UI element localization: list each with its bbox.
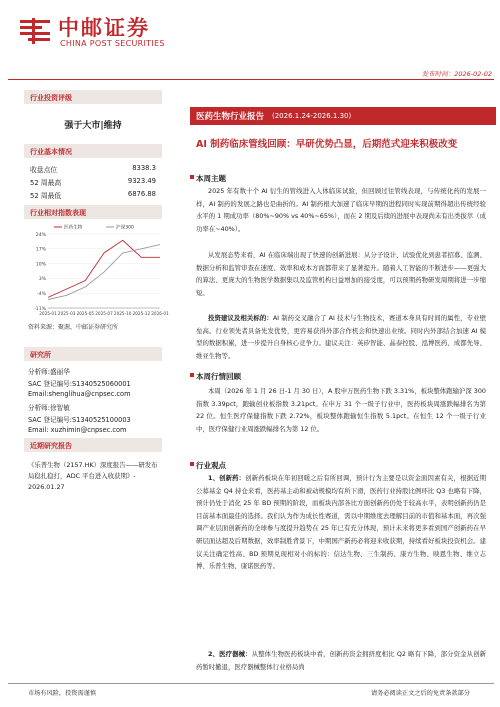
chart-x-tick-label: 2025-03: [57, 311, 76, 316]
analyst-email[interactable]: Email:shenglihua@cnpsec.com: [28, 390, 131, 398]
chart-y-tick-label: 24%: [35, 232, 46, 238]
banner-title: 医药生物行业报告: [196, 112, 265, 122]
footer-disclaimer: 请务必阅读正文之后的免责条款部分: [371, 690, 470, 697]
banner-date: (2026.1.24-2026.1.30): [272, 112, 352, 120]
report-title: AI 制药临床管线回顾：早研优势凸显，后期范式迎来积极改变: [196, 139, 458, 150]
chart-x-tick-label: 2025-12: [132, 311, 151, 316]
chart-x-tick-label: 2025-10: [113, 311, 132, 316]
relative-index-chart: [26, 222, 169, 320]
paragraph-theme-2: 从发展态势来看，AI 在临床端出现了快速的创新进展：从分子设计、试验优化到患者招募、监测、数据分析和监管审查在速度、效率和成本方面都带来了显著提升。随着人工智能的不断进步——更强大的算法、更庞大的生物医学数据集以及监管机构日益增加的接受度，可以预期药物研发周期将进一步缩短。: [196, 251, 486, 297]
basics-section-header: 行业基本情况: [24, 144, 162, 158]
recent-report-link[interactable]: 《乐普生物（2157.HK）深度报告——研发布局稳扎稳打，ADC 平台进入收获期》- 2026.01.27: [28, 461, 158, 491]
investment-lead: 投资建议及相关标的：: [208, 314, 273, 322]
analyst-line: SAC 登记编号:S1340525060001: [28, 380, 131, 388]
basics-label: 收盘点位: [30, 166, 58, 174]
chart-y-tick-label: 3%: [38, 277, 46, 283]
research-section-header: 研究所: [24, 347, 162, 361]
analyst-line: SAC 登记编号:S1340525100003: [28, 416, 131, 424]
devices-lead: 2、医疗器械：: [208, 650, 252, 658]
china-post-logo-icon: [18, 16, 52, 46]
investment-text: AI 制药交叉融合了 AI 技术与生物技术，赛道本身具有时间的属性，专业壁垒高。行业领先者具备先发优势，更容易获得外部合作机会和快速出业绩。同时内外部结合加速 AI 模型的数据积累，进一步提升自身核心竞争力。建议关注：英矽智能、晶泰控股、泓博医药、成都先导、维亚生物等。: [196, 314, 487, 360]
footer-risk-note: 市场有风险，投资需谨慎: [28, 690, 97, 697]
analyst-line: 分析师:徐智敏: [28, 404, 70, 412]
header-divider: [8, 79, 494, 80]
innovative-drugs-lead: 1、创新药：: [208, 474, 246, 482]
chart-x-tick-label: 2025-05: [76, 311, 95, 316]
paragraph-market: 本周（2026 年 1 月 26 日-1 月 30 日），A 股申万医药生物下跌 3.31%，板块整体跑输沪深 300 指数 3.39pct，跑输创业板指数 3.21pct。在申万 31 个一级子行业中，医药板块周涨跌幅排名为第 22 位。恒生医疗保健指数下跌 2.72%，板块整体跑输恒生指数 5.1pct。在恒生 12 个一级子行业中，医疗保健行业周涨跌幅排名为第 12 位。: [196, 387, 486, 433]
basics-label: 52 周最高: [30, 179, 62, 187]
basics-row: [30, 177, 156, 187]
section-heading-views: 行业观点: [196, 461, 226, 470]
logo-english-name: CHINA POST SECURITIES: [60, 39, 165, 48]
basics-row: [30, 190, 156, 200]
chart-legend-label: 医药生物: [64, 225, 83, 231]
chart-x-tick-label: 2025-07: [95, 311, 113, 316]
section-heading-theme: 本周主题: [196, 174, 226, 183]
section-heading-market: 本周行情回顾: [196, 372, 241, 381]
paragraph-investment: [196, 312, 486, 362]
basics-value: 9323.49: [127, 177, 156, 185]
devices-text: 从整体生物医药板块中看，创新药资金拥挤度相比 Q2 略有下降，部分资金从创新药暂时撤退，医疗器械整体行业格局尚: [196, 650, 486, 671]
industry-rating: 强于大市|维持: [64, 121, 122, 131]
innovative-drugs-text: 创新药板块在年初回暖之后有所回调，预计行为主要是以资金面因素有关，根据近期公募基金 Q4 持仓来看，医药基主动和被动规模均有所下滑，医药行业持股比例环比 Q3 也略有下降，预计仍处于消化 25 年 BD 预期的阶段，而板块内部各比方面创新药仍处于较高水平，表明创新药仍是目前基本面最佳的选择。我们认为作为成长性赛道，需以中期维度去理解目前的市值和基本面，再次强调产业层面创新药的全球参与度提升趋势在 25 年已有充分体现，预计未来将更多看到国产创新药在早研层面达超及后期数据，效率制胜背景下，中期国产新药必将迎来收获期，持续看好板块投资机会。建议关注确定性高、BD 预期兑现相对小的标的：信达生物、三生制药、康方生物、映恩生物、维立志博、乐普生物、康诺医药等。: [196, 474, 486, 571]
chart-y-tick-label: -4%: [37, 292, 46, 297]
analyst-line: 分析师:盛丽华: [28, 368, 70, 376]
basics-row: [30, 164, 156, 174]
analyst-email[interactable]: Email: xuzhimin@cnpsec.com: [28, 426, 127, 434]
paragraph-innovative-drugs: [196, 472, 486, 573]
recent-section-header: 近期研究报告: [24, 438, 162, 452]
chart-x-tick-label: 2025-01: [39, 311, 57, 316]
paragraph-theme-1: 2025 年有数十个 AI 衍生的管线进入人体临床试验，但回顾过往管线表现，与传统化药的发展一样，AI 制药的发展之路也是曲折的。AI 制药根大加速了临床早期的进程同时实现前期得超出传统经验水平的 1 期成功率（80%~90% vs 40%~65%），而在 2 期及后续的进展中表现尚未有出类拔萃（成功率在~40%）。: [196, 187, 486, 233]
basics-value: 8338.3: [132, 164, 156, 172]
chart-x-tick-label: 2026-01: [151, 311, 169, 316]
chart-legend-label: 沪深300: [116, 225, 134, 231]
rating-section-header: 行业投资评级: [24, 90, 162, 104]
footer-divider: [8, 683, 494, 684]
chart-y-tick-label: 17%: [35, 247, 46, 253]
basics-label: 52 周最低: [30, 192, 62, 200]
logo-chinese-name: 中邮证券: [58, 16, 150, 40]
chart-y-tick-label: -11%: [34, 306, 46, 312]
trend-section-header: 行业相对指数表现: [24, 205, 162, 219]
basics-value: 6876.88: [127, 190, 156, 198]
chart-y-tick-label: 10%: [35, 262, 46, 268]
paragraph-devices: [196, 648, 486, 673]
report-date: 发布时间：2026-02-02: [421, 70, 492, 78]
chart-source-note: 资料来源：聚源，中邮证券研究所: [28, 324, 119, 331]
